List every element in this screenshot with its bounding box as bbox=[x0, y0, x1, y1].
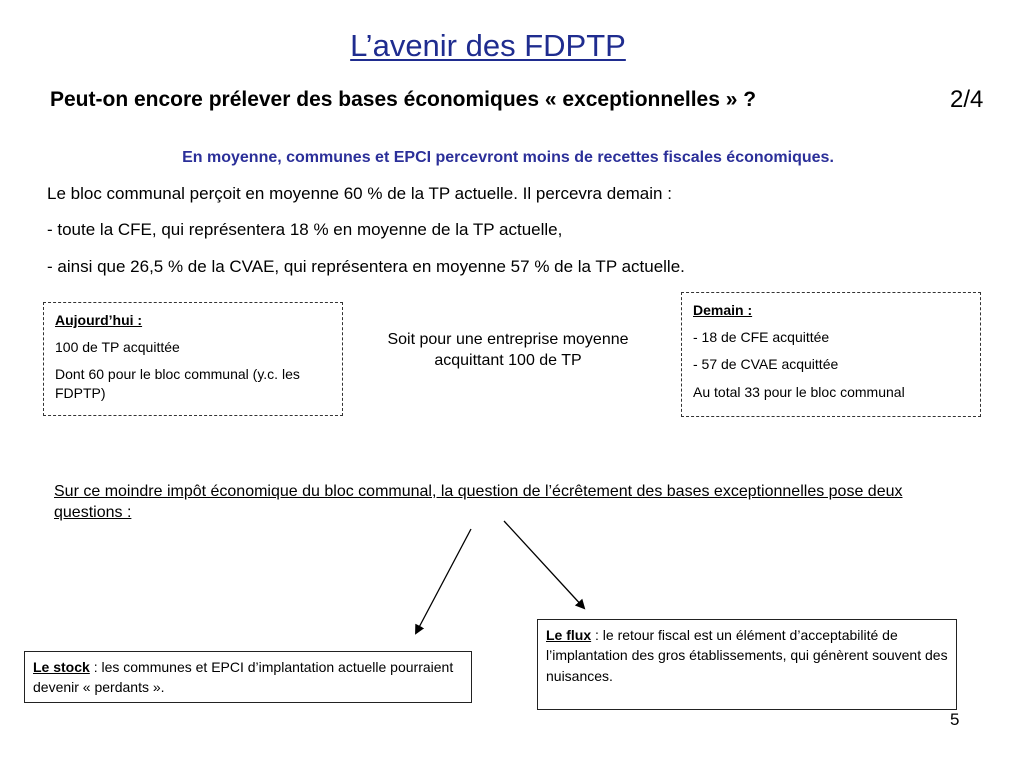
today-heading: Aujourd’hui : bbox=[55, 312, 143, 328]
body-line: - toute la CFE, qui représentera 18 % en moyenne de la TP actuelle, bbox=[47, 220, 563, 239]
stock-text: : les communes et EPCI d’implantation actuelle pourraient devenir « perdants ». bbox=[33, 659, 454, 696]
today-line: Dont 60 pour le bloc communal (y.c. les FDPTP) bbox=[55, 366, 300, 401]
stock-term: Le stock bbox=[33, 659, 90, 675]
middle-note: Soit pour une entreprise moyenne acquittant 100 de TP bbox=[387, 331, 629, 369]
slide-number: 5 bbox=[950, 710, 960, 729]
summary-statement: En moyenne, communes et EPCI percevront moins de recettes fiscales économiques. bbox=[182, 149, 834, 166]
arrow-right bbox=[504, 521, 584, 608]
arrow-left bbox=[416, 529, 471, 633]
tomorrow-line: - 18 de CFE acquittée bbox=[693, 329, 830, 346]
body-line: Le bloc communal perçoit en moyenne 60 % de la TP actuelle. Il percevra demain : bbox=[47, 184, 672, 203]
tomorrow-heading: Demain : bbox=[693, 302, 753, 318]
flux-term: Le flux bbox=[546, 627, 592, 643]
stock-box bbox=[24, 651, 472, 703]
page-indicator: 2/4 bbox=[950, 86, 984, 113]
flux-text: : le retour fiscal est un élément d’acceptabilité de l’implantation des gros établissements, qui génèrent souvent des nuisances. bbox=[546, 627, 948, 684]
transition-text: Sur ce moindre impôt économique du bloc communal, la question de l’écrêtement des bases exceptionnelles pose deux questions : bbox=[54, 483, 903, 522]
body-line: - ainsi que 26,5 % de la CVAE, qui représentera en moyenne 57 % de la TP actuelle. bbox=[47, 257, 685, 276]
slide-title: L’avenir des FDPTP bbox=[350, 28, 626, 63]
slide-question: Peut-on encore prélever des bases économiques « exceptionnelles » ? bbox=[50, 88, 757, 111]
tomorrow-line: - 57 de CVAE acquittée bbox=[693, 356, 839, 373]
flux-box bbox=[537, 619, 957, 710]
tomorrow-line: Au total 33 pour le bloc communal bbox=[693, 383, 905, 400]
today-line: 100 de TP acquittée bbox=[55, 339, 180, 356]
